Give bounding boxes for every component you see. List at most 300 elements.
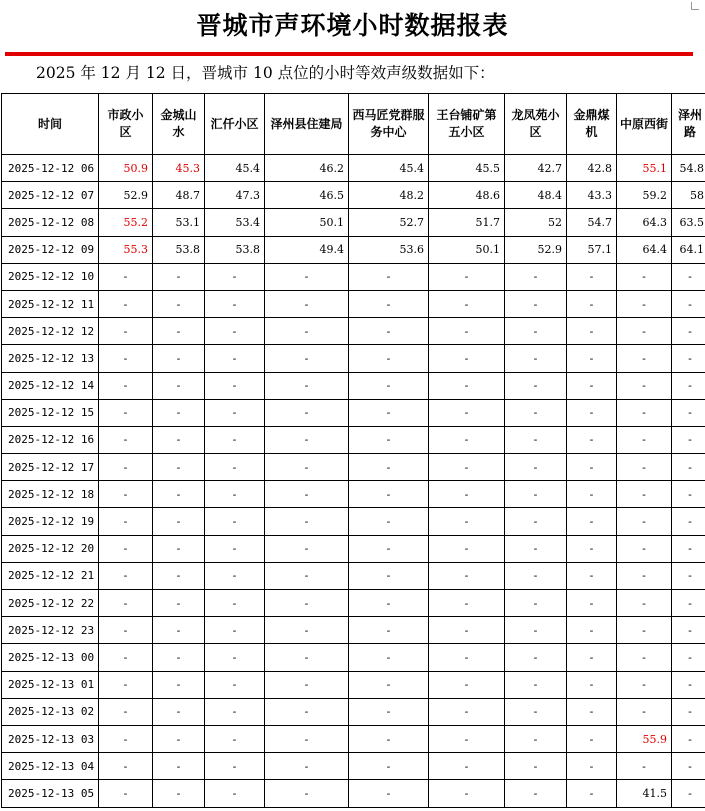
value-cell: 53.8 [205, 236, 265, 263]
value-cell: - [429, 644, 505, 671]
value-cell: - [617, 290, 672, 317]
value-cell: - [153, 644, 205, 671]
value-cell: - [672, 318, 705, 345]
value-cell: - [153, 753, 205, 780]
value-cell: 55.3 [99, 236, 153, 263]
value-cell: - [349, 290, 429, 317]
table-row [2, 780, 705, 807]
value-cell: 48.7 [153, 182, 205, 209]
column-header-site: 市政小区 [99, 94, 153, 155]
value-cell: - [265, 753, 349, 780]
value-cell: - [505, 290, 567, 317]
value-cell: - [505, 562, 567, 589]
value-cell: - [349, 535, 429, 562]
value-cell: - [205, 399, 265, 426]
value-cell: - [349, 263, 429, 290]
value-cell: - [617, 345, 672, 372]
value-cell: - [153, 399, 205, 426]
value-cell: - [567, 454, 617, 481]
value-cell: 52.9 [99, 182, 153, 209]
value-cell: 52.7 [349, 209, 429, 236]
value-cell: - [205, 780, 265, 807]
table-row [2, 508, 705, 535]
value-cell: - [153, 263, 205, 290]
title-divider-line [5, 52, 693, 56]
value-cell: - [265, 562, 349, 589]
value-cell: - [153, 372, 205, 399]
row-time-cell: 2025-12-13 04 [2, 753, 99, 780]
value-cell: - [153, 454, 205, 481]
value-cell: - [99, 671, 153, 698]
value-cell: - [672, 644, 705, 671]
value-cell: - [153, 671, 205, 698]
value-cell: - [672, 780, 705, 807]
value-cell: - [429, 753, 505, 780]
table-row [2, 290, 705, 317]
value-cell: - [567, 780, 617, 807]
value-cell: - [672, 617, 705, 644]
value-cell: - [265, 671, 349, 698]
value-cell: - [349, 753, 429, 780]
value-cell: - [99, 481, 153, 508]
value-cell: - [205, 426, 265, 453]
value-cell: - [567, 508, 617, 535]
value-cell: 52.9 [505, 236, 567, 263]
row-time-cell: 2025-12-13 02 [2, 698, 99, 725]
value-cell: - [153, 345, 205, 372]
value-cell: - [99, 318, 153, 345]
value-cell: - [265, 698, 349, 725]
value-cell: - [567, 481, 617, 508]
value-cell: - [672, 508, 705, 535]
column-header-site: 金鼎煤机 [567, 94, 617, 155]
value-cell: - [617, 644, 672, 671]
value-cell: - [429, 318, 505, 345]
row-time-cell: 2025-12-12 14 [2, 372, 99, 399]
value-cell: - [205, 617, 265, 644]
value-cell: - [567, 318, 617, 345]
value-cell: - [265, 481, 349, 508]
value-cell: - [617, 318, 672, 345]
value-cell: - [349, 426, 429, 453]
value-cell: - [265, 508, 349, 535]
value-cell: - [505, 644, 567, 671]
value-cell: 53.4 [205, 209, 265, 236]
row-time-cell: 2025-12-12 10 [2, 263, 99, 290]
value-cell: - [153, 617, 205, 644]
value-cell: - [153, 698, 205, 725]
value-cell: - [205, 290, 265, 317]
value-cell: 53.6 [349, 236, 429, 263]
value-cell: - [349, 481, 429, 508]
value-cell: - [349, 671, 429, 698]
value-cell: - [429, 399, 505, 426]
row-time-cell: 2025-12-13 05 [2, 780, 99, 807]
table-row [2, 753, 705, 780]
row-time-cell: 2025-12-12 11 [2, 290, 99, 317]
value-cell: - [672, 399, 705, 426]
value-cell: 48.4 [505, 182, 567, 209]
value-cell: - [567, 345, 617, 372]
value-cell: - [505, 426, 567, 453]
value-cell: - [265, 454, 349, 481]
value-cell: - [567, 562, 617, 589]
noise-data-table [1, 93, 705, 808]
value-cell: - [567, 290, 617, 317]
value-cell: - [265, 345, 349, 372]
value-cell: - [205, 345, 265, 372]
report-subtitle: 2025 年 12 月 12 日，晋城市 10 点位的小时等效声级数据如下： [36, 64, 495, 82]
table-row [2, 426, 705, 453]
value-cell: 53.8 [153, 236, 205, 263]
value-cell: - [349, 590, 429, 617]
table-row [2, 671, 705, 698]
table-row [2, 454, 705, 481]
value-cell: - [567, 617, 617, 644]
value-cell: - [349, 345, 429, 372]
table-row [2, 236, 705, 263]
value-cell: 45.5 [429, 155, 505, 182]
value-cell: - [265, 590, 349, 617]
row-time-cell: 2025-12-12 19 [2, 508, 99, 535]
value-cell: - [617, 372, 672, 399]
value-cell: - [205, 372, 265, 399]
value-cell: - [567, 644, 617, 671]
table-row [2, 562, 705, 589]
table-row [2, 698, 705, 725]
value-cell: - [349, 725, 429, 752]
value-cell: - [99, 698, 153, 725]
column-header-site: 泽州路 [672, 94, 705, 155]
value-cell: - [205, 535, 265, 562]
row-time-cell: 2025-12-12 09 [2, 236, 99, 263]
value-cell: - [205, 698, 265, 725]
table-row [2, 155, 705, 182]
value-cell: - [429, 263, 505, 290]
table-row [2, 263, 705, 290]
value-cell: - [672, 535, 705, 562]
value-cell: - [349, 372, 429, 399]
value-cell: - [429, 481, 505, 508]
value-cell: - [567, 590, 617, 617]
value-cell: - [99, 590, 153, 617]
row-time-cell: 2025-12-12 18 [2, 481, 99, 508]
value-cell: 54.7 [567, 209, 617, 236]
value-cell: - [429, 617, 505, 644]
value-cell: - [505, 318, 567, 345]
value-cell: - [617, 399, 672, 426]
value-cell: - [429, 535, 505, 562]
value-cell: - [505, 372, 567, 399]
value-cell: - [349, 617, 429, 644]
value-cell: - [99, 753, 153, 780]
value-cell: - [617, 590, 672, 617]
value-cell: - [505, 617, 567, 644]
table-row [2, 209, 705, 236]
value-cell: 54.8 [672, 155, 705, 182]
table-header [2, 94, 705, 155]
value-cell: - [505, 454, 567, 481]
table-body [2, 155, 705, 808]
value-cell: - [429, 725, 505, 752]
value-cell: - [672, 590, 705, 617]
value-cell: - [505, 780, 567, 807]
value-cell: - [505, 263, 567, 290]
value-cell: - [505, 753, 567, 780]
value-cell: 57.1 [567, 236, 617, 263]
value-cell: - [567, 372, 617, 399]
row-time-cell: 2025-12-12 15 [2, 399, 99, 426]
table-row [2, 535, 705, 562]
value-cell: - [429, 780, 505, 807]
value-cell: - [505, 481, 567, 508]
value-cell: - [505, 345, 567, 372]
value-cell: - [265, 372, 349, 399]
value-cell: - [617, 617, 672, 644]
value-cell: - [99, 263, 153, 290]
value-cell: - [349, 562, 429, 589]
row-time-cell: 2025-12-13 00 [2, 644, 99, 671]
value-cell: 63.5 [672, 209, 705, 236]
value-cell: - [153, 562, 205, 589]
column-header-site: 王台铺矿第五小区 [429, 94, 505, 155]
value-cell: - [672, 426, 705, 453]
value-cell: - [672, 454, 705, 481]
value-cell: - [205, 590, 265, 617]
value-cell: - [429, 345, 505, 372]
value-cell: - [99, 508, 153, 535]
value-cell: - [153, 426, 205, 453]
value-cell: - [349, 780, 429, 807]
value-cell: - [205, 562, 265, 589]
row-time-cell: 2025-12-12 07 [2, 182, 99, 209]
row-time-cell: 2025-12-12 13 [2, 345, 99, 372]
value-cell: - [567, 698, 617, 725]
value-cell: - [429, 671, 505, 698]
value-cell: 50.1 [429, 236, 505, 263]
row-time-cell: 2025-12-12 23 [2, 617, 99, 644]
value-cell: - [205, 725, 265, 752]
value-cell: - [349, 508, 429, 535]
value-cell: - [349, 454, 429, 481]
table-row [2, 372, 705, 399]
value-cell: - [99, 345, 153, 372]
value-cell: - [265, 263, 349, 290]
row-time-cell: 2025-12-13 01 [2, 671, 99, 698]
value-cell: - [672, 345, 705, 372]
value-cell: 45.4 [349, 155, 429, 182]
value-cell: 42.7 [505, 155, 567, 182]
value-cell: 52 [505, 209, 567, 236]
row-time-cell: 2025-12-12 22 [2, 590, 99, 617]
value-cell: 51.7 [429, 209, 505, 236]
value-cell: - [617, 698, 672, 725]
table-row [2, 399, 705, 426]
value-cell: - [429, 590, 505, 617]
value-cell: 59.2 [617, 182, 672, 209]
value-cell: 41.5 [617, 780, 672, 807]
table-row [2, 182, 705, 209]
column-header-site: 金城山水 [153, 94, 205, 155]
value-cell: - [265, 535, 349, 562]
value-cell: - [429, 698, 505, 725]
value-cell: - [349, 399, 429, 426]
value-cell: - [505, 698, 567, 725]
value-cell: - [505, 508, 567, 535]
row-time-cell: 2025-12-12 16 [2, 426, 99, 453]
value-cell: - [672, 481, 705, 508]
value-cell: - [99, 426, 153, 453]
value-cell: - [153, 725, 205, 752]
value-cell: - [672, 753, 705, 780]
value-cell: 42.8 [567, 155, 617, 182]
value-cell: 43.3 [567, 182, 617, 209]
row-time-cell: 2025-12-12 17 [2, 454, 99, 481]
value-cell: - [265, 725, 349, 752]
value-cell: 53.1 [153, 209, 205, 236]
value-cell: - [505, 590, 567, 617]
value-cell: - [672, 671, 705, 698]
row-time-cell: 2025-12-12 06 [2, 155, 99, 182]
value-cell: - [505, 535, 567, 562]
value-cell: - [672, 562, 705, 589]
value-cell: - [672, 698, 705, 725]
value-cell: - [153, 481, 205, 508]
value-cell: 45.4 [205, 155, 265, 182]
value-cell: - [567, 725, 617, 752]
value-cell: - [99, 644, 153, 671]
value-cell: - [99, 290, 153, 317]
row-time-cell: 2025-12-12 08 [2, 209, 99, 236]
value-cell: - [617, 426, 672, 453]
value-cell: - [153, 590, 205, 617]
value-cell: - [672, 725, 705, 752]
value-cell: - [99, 454, 153, 481]
row-time-cell: 2025-12-12 21 [2, 562, 99, 589]
value-cell: - [153, 535, 205, 562]
value-cell: - [205, 671, 265, 698]
column-header-site: 泽州县住建局 [265, 94, 349, 155]
value-cell: 55.2 [99, 209, 153, 236]
value-cell: - [617, 508, 672, 535]
column-header-site: 汇仟小区 [205, 94, 265, 155]
value-cell: 50.1 [265, 209, 349, 236]
value-cell: - [205, 508, 265, 535]
value-cell: 49.4 [265, 236, 349, 263]
value-cell: - [153, 318, 205, 345]
value-cell: - [567, 399, 617, 426]
value-cell: - [505, 399, 567, 426]
value-cell: - [265, 318, 349, 345]
value-cell: - [617, 562, 672, 589]
value-cell: - [99, 562, 153, 589]
value-cell: - [99, 780, 153, 807]
value-cell: - [617, 263, 672, 290]
value-cell: - [672, 372, 705, 399]
value-cell: - [99, 535, 153, 562]
value-cell: - [205, 644, 265, 671]
column-header-site: 龙凤苑小区 [505, 94, 567, 155]
value-cell: 46.2 [265, 155, 349, 182]
value-cell: - [99, 617, 153, 644]
value-cell: 48.2 [349, 182, 429, 209]
value-cell: - [429, 426, 505, 453]
value-cell: - [429, 372, 505, 399]
value-cell: 47.3 [205, 182, 265, 209]
value-cell: - [617, 481, 672, 508]
value-cell: 50.9 [99, 155, 153, 182]
value-cell: 55.1 [617, 155, 672, 182]
value-cell: 64.4 [617, 236, 672, 263]
table-row [2, 725, 705, 752]
table-row [2, 481, 705, 508]
value-cell: - [153, 780, 205, 807]
value-cell: - [265, 617, 349, 644]
value-cell: - [567, 426, 617, 453]
value-cell: - [429, 290, 505, 317]
value-cell: - [567, 671, 617, 698]
value-cell: - [205, 318, 265, 345]
column-header-time: 时间 [2, 94, 99, 155]
value-cell: - [617, 671, 672, 698]
value-cell: - [617, 535, 672, 562]
value-cell: - [205, 263, 265, 290]
value-cell: - [505, 725, 567, 752]
value-cell: - [99, 372, 153, 399]
value-cell: - [349, 318, 429, 345]
value-cell: - [99, 399, 153, 426]
value-cell: - [672, 290, 705, 317]
value-cell: - [349, 698, 429, 725]
table-row [2, 345, 705, 372]
value-cell: - [265, 426, 349, 453]
value-cell: - [265, 290, 349, 317]
value-cell: 46.5 [265, 182, 349, 209]
value-cell: - [265, 399, 349, 426]
value-cell: - [567, 263, 617, 290]
table-row [2, 318, 705, 345]
value-cell: - [265, 780, 349, 807]
value-cell: - [505, 671, 567, 698]
value-cell: 45.3 [153, 155, 205, 182]
table-row [2, 617, 705, 644]
value-cell: 58 [672, 182, 705, 209]
value-cell: - [153, 290, 205, 317]
row-time-cell: 2025-12-12 12 [2, 318, 99, 345]
row-time-cell: 2025-12-12 20 [2, 535, 99, 562]
value-cell: - [205, 454, 265, 481]
value-cell: - [429, 454, 505, 481]
value-cell: - [99, 725, 153, 752]
column-header-site: 西马匠党群服务中心 [349, 94, 429, 155]
value-cell: - [567, 753, 617, 780]
value-cell: - [429, 562, 505, 589]
value-cell: - [672, 263, 705, 290]
value-cell: - [265, 644, 349, 671]
value-cell: - [153, 508, 205, 535]
value-cell: - [349, 644, 429, 671]
column-header-site: 中原西街 [617, 94, 672, 155]
header-row [2, 94, 705, 155]
value-cell: - [205, 753, 265, 780]
report-title: 晋城市声环境小时数据报表 [196, 11, 509, 40]
value-cell: 64.3 [617, 209, 672, 236]
value-cell: - [205, 481, 265, 508]
value-cell: - [567, 535, 617, 562]
table-row [2, 644, 705, 671]
table-row [2, 590, 705, 617]
value-cell: 64.1 [672, 236, 705, 263]
